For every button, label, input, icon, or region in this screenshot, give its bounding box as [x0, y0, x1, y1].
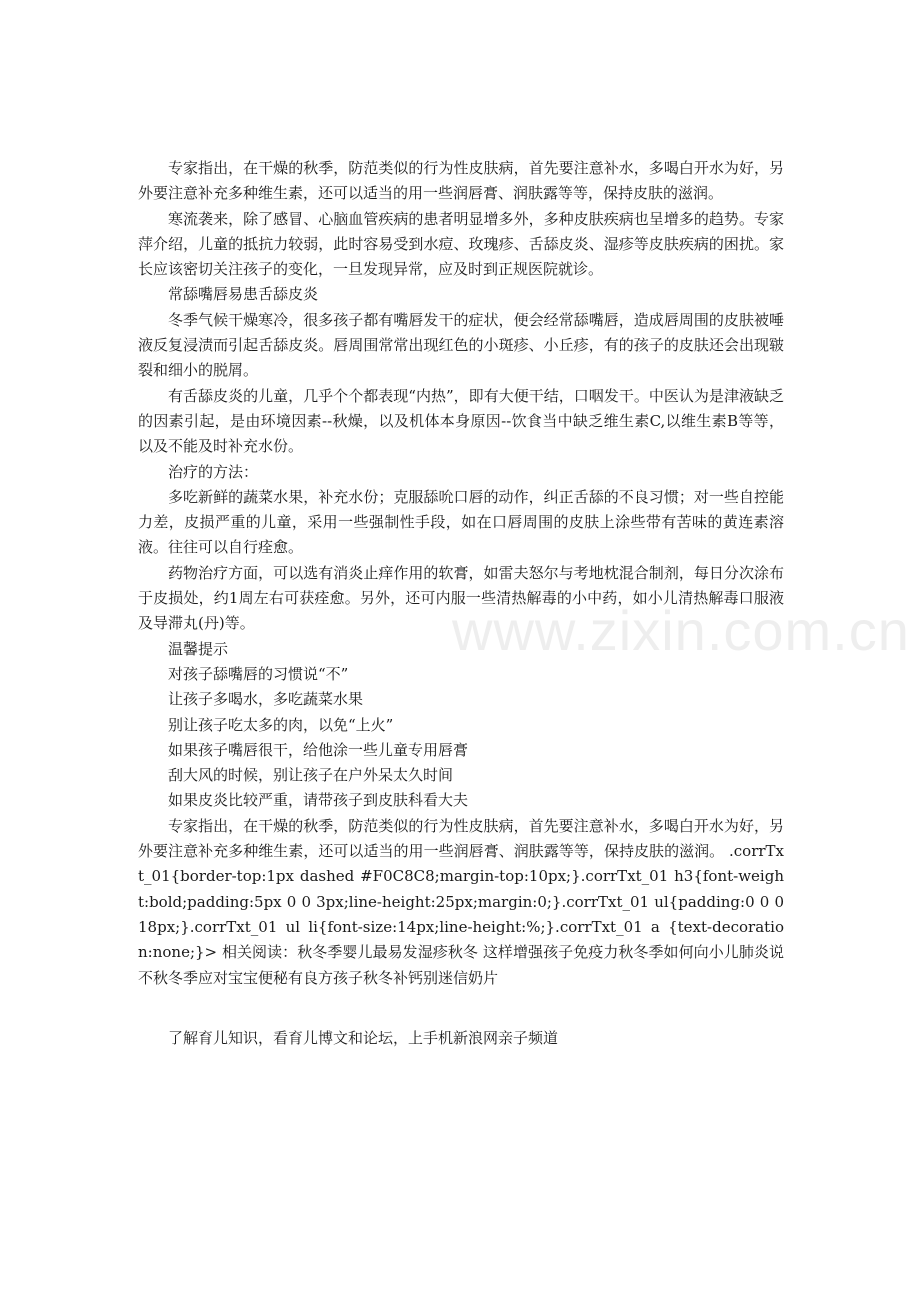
- section-heading-lip-licking: 常舔嘴唇易患舌舔皮炎: [168, 285, 319, 304]
- paragraph-winter-dryness: 冬季气候干燥寒冷，很多孩子都有嘴唇发干的症状，便会经常舔嘴唇，造成唇周围的皮肤被唾液反复浸渍而引起舌舔皮炎。唇周围常常出现红色的小斑疹、小丘疹，有的孩子的皮肤还会出现皲裂和细小的脱屑。: [138, 310, 784, 380]
- footer-note: 了解育儿知识，看育儿博文和论坛，上手机新浪网亲子频道: [168, 1029, 559, 1047]
- paragraph-treatment-medicine: 药物治疗方面，可以选有消炎止痒作用的软膏，如雷夫怒尔与考地枕混合制剂，每日分次涂布于皮损处，约1周左右可获痊愈。另外，还可内服一些清热解毒的小中药，如小儿清热解毒口服液及导滞丸(丹)等。: [138, 563, 784, 633]
- tip-item: 别让孩子吃太多的肉，以免“上火”: [168, 715, 394, 734]
- paragraph-treatment-diet: 多吃新鲜的蔬菜水果，补充水份；克服舔吮口唇的动作，纠正舌舔的不良习惯；对一些自控能力差，皮损严重的儿童，采用一些强制性手段，如在口唇周围的皮肤上涂些带有苦味的黄连素溶液。往往可以自行痊愈。: [138, 487, 784, 557]
- paragraph-cold-wave: 寒流袭来，除了感冒、心脑血管疾病的患者明显增多外，多种皮肤疾病也呈增多的趋势。专家萍介绍，儿童的抵抗力较弱，此时容易受到水痘、玫瑰疹、舌舔皮炎、湿疹等皮肤疾病的困扰。家长应该密切关注孩子的变化，一旦发现异常，应及时到正规医院就诊。: [138, 209, 784, 279]
- tip-item: 刮大风的时候，别让孩子在户外呆太久时间: [168, 766, 454, 785]
- paragraph-inner-heat: 有舌舔皮炎的儿童，几乎个个都表现“内热”，即有大便干结，口咽发干。中医认为是津液缺乏的因素引起，是由环境因素--秋燥，以及机体本身原因--饮食当中缺乏维生素C,以维生素B等等，以及不能及时补充水份。: [138, 386, 784, 456]
- document-body: [138, 156, 784, 991]
- tip-item: 如果皮炎比较严重，请带孩子到皮肤科看大夫: [168, 791, 469, 810]
- tip-item: 让孩子多喝水，多吃蔬菜水果: [168, 690, 364, 709]
- section-heading-treatment: 治疗的方法：: [168, 462, 259, 481]
- paragraph-expert-advice: 专家指出，在干燥的秋季，防范类似的行为性皮肤病，首先要注意补水，多喝白开水为好，另外要注意补充多种维生素，还可以适当的用一些润唇膏、润肤露等等，保持皮肤的滋润。: [138, 159, 784, 203]
- tip-item: 对孩子舔嘴唇的习惯说“不”: [168, 664, 349, 683]
- tip-item: 如果孩子嘴唇很干，给他涂一些儿童专用唇膏: [168, 740, 469, 759]
- paragraph-expert-advice-repeat: 专家指出，在干燥的秋季，防范类似的行为性皮肤病，首先要注意补水，多喝白开水为好，另外要注意补充多种维生素，还可以适当的用一些润唇膏、润肤露等等，保持皮肤的滋润。 .corrTxt_01{border-top:1px dashed #F0C8C8;margin-top:10px;}.corrTxt_01 h3{font-weight:bold;padding:5px 0 0 3px;line-height:25px;margin:0;}.corrTxt_01 ul{padding:0 0 0 18px;}.corrTxt_01 ul li{font-size:14px;line-height:%;}.corrTxt_01 a {text-decoration:none;}> 相关阅读：秋冬季婴儿最易发湿疹秋冬 这样增强孩子免疫力秋冬季如何向小儿肺炎说不秋冬季应对宝宝便秘有良方孩子秋冬补钙别迷信奶片: [138, 816, 784, 987]
- section-heading-tips: 温馨提示: [168, 639, 229, 658]
- watermark-text: www.zixin.com.cn: [452, 599, 910, 662]
